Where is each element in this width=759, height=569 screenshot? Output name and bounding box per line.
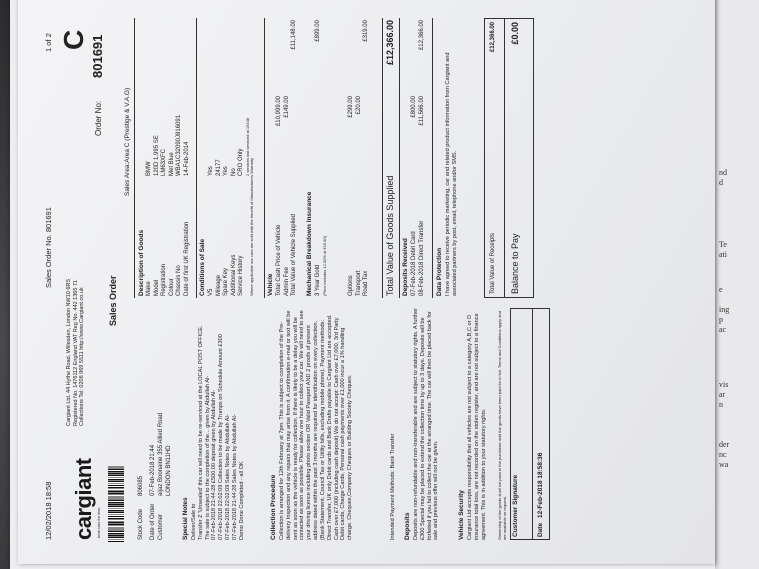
warranty-title: Mechanical Breakdown Insurance (306, 191, 313, 296)
note-line: 07-Feb-2018 21:44:28 Sales Notes by Abdullah Al- (231, 414, 238, 540)
intended-payment: Intended Payment Methods: Bank Transfer (390, 433, 396, 540)
total-goods-value: £12,366.00 (385, 20, 395, 66)
conditions-row: Additional Keys No (230, 168, 237, 296)
receipts-label: Total Value of Receipts (490, 233, 496, 294)
cargiant-logo: cargiant (71, 458, 96, 540)
print-timestamp: 12/02/2018 18:58 (44, 481, 53, 540)
signature-date-value: 12-Feb-2018 18:58:36 (537, 452, 544, 518)
balance-label: Balance to Pay (510, 233, 520, 294)
collection-text: Collection is arranged for 12th February at 7pm. This is subject to completion of the Pre-delivery Inspection and any repairs that may arise from it. A confirmation e-mail or text will be sent as soon as the vehicle is ready for collection. If there is likely to be a delay you will be contacted as soon as possible. Please allow one hour to collect your car. We will need to see your driving licence including photo section OR Valid Passport AND 2 proofs of present address dated within the past 3 months are required for identification on every collection. (Bank Statement, Council Tax or Utility bills, excluding mobile phone). Payment methods: Direct Transfer, UK only Debit cards and Bank Drafts payable to Cargiant Ltd are accepted. Cash over £7,000 (including cash deposit) We do not accept: Cash over £7,000, 3rd Party Debit cards, Charge Cards, Personal cash payments over £1,000 incur a 1% handling charge. Cheques,Company Cheques or Building Society Cheques. (279, 310, 354, 540)
edge-text: ar (719, 390, 726, 399)
deposit-row: 07-Feb-2018 Debit Card £800.00 (411, 96, 417, 296)
divider (382, 18, 383, 298)
area-code: C (58, 29, 89, 50)
total-goods-label: Total Value of Goods Supplied (385, 175, 395, 296)
goods-row: Make BMW (146, 161, 152, 296)
date-of-order-value: 07-Feb-2018 21:44 (150, 444, 156, 496)
balance-row (510, 22, 521, 294)
option-row: Transport £20.00 (355, 96, 362, 296)
edge-text: e (719, 285, 723, 294)
date-of-order-label: Date of Order (150, 503, 156, 540)
divider (264, 18, 265, 298)
goods-row: Chassis No WBA1C32090J816091 (176, 114, 182, 296)
underlying-page-edge (715, 0, 759, 569)
data-protection-text: I have agreed to receive periodic marketing, car and related product information from Cargiant and associated partners by post, email, telephone and/or SMS. (445, 52, 458, 296)
edge-text: ing (719, 305, 730, 314)
sales-order-paper (18, 0, 715, 564)
receipts-row (490, 22, 498, 294)
company-line: Collections Tel: 0208 969 5511 http://www.Cargiant.co.uk (79, 287, 86, 426)
option-row: Options £299.00 (348, 96, 354, 296)
conditions-table (208, 26, 255, 296)
vehicle-prices-title: Vehicle (267, 273, 274, 296)
goods-row: Registration LM63XFC (161, 148, 167, 296)
warranty-row: 3 Year Gold £899.00 (315, 20, 321, 296)
page-title: Sales Order No. 801691 (44, 207, 53, 288)
goods-row: Date of first UK Registration 14-Feb-2014 (183, 141, 190, 296)
stock-code-value: 806085 (138, 475, 144, 496)
note-line: 07-Feb-2018 22:02:09 Collection to be made by Trumps on Schedule Amount £300 (218, 334, 225, 540)
vehicle-security-title: Vehicle Security (458, 490, 465, 540)
note-line: The sale is subject to the completion of the... given by Abdullah Al- (204, 375, 211, 540)
price-row: Total Cash Price of Vehicle £10,999.00 (276, 96, 282, 296)
note-line: 07-Feb-2018 21:44:28 £500.00 deposit given by Abdullah Al- (211, 389, 218, 540)
page-number: 1 of 2 (44, 33, 53, 52)
conditions-row: V5 Yes (208, 166, 214, 296)
conditions-row: Service History CRO Only (238, 148, 244, 296)
collection-title: Collection Procedure (270, 474, 277, 540)
note-line: Deliver/Sale to (191, 503, 197, 540)
logo-tagline: best cars for less (96, 507, 101, 538)
deposit-row: 08-Feb-2018 Direct Transfer £11,566.00 £12,366.00 (418, 20, 425, 296)
conditions-row: Spare Key Yes (223, 166, 229, 296)
edge-text: p (719, 315, 723, 324)
note-line: Transfer Z 'Unsealed' this car will need to be re-serviced at the LOCAL POST OFFICE. (197, 325, 204, 540)
total-goods-row (385, 20, 396, 296)
note-line: Demo Done Completed - all OK (238, 461, 245, 540)
company-line: Registered No. 1476112 England VAT Reg No. 442 1365 71 (72, 279, 79, 426)
order-number: 801691 (90, 34, 105, 78)
deposits-received-table (411, 20, 426, 296)
barcode (108, 466, 124, 542)
divider (504, 18, 505, 298)
data-protection-title: Data Protection (436, 247, 443, 296)
goods-row: Model 120D 1.995 SE (153, 135, 160, 296)
warranty-note: Where applicable our cars are sold with the benefit of Manufacturers Warranty (249, 157, 255, 296)
balance-value: £0.00 (510, 22, 520, 45)
company-line: Cargiant Ltd. 44 Hythe Road, Willesden, London NW10 6RS (66, 278, 72, 426)
company-details (66, 196, 86, 426)
edge-text: nd (719, 168, 727, 177)
stock-code-label: Stock Code (138, 508, 144, 540)
goods-row: Colour Met Blue (168, 152, 175, 296)
option-row: Road Tax £319.00 (363, 20, 369, 296)
edge-text: vis (719, 380, 729, 389)
goods-table (146, 26, 191, 296)
edge-text: d (719, 178, 723, 187)
signature-date-label: Date (537, 522, 544, 537)
service-note: 2 services last serviced at 19108 (244, 117, 250, 176)
warranty-table (315, 20, 327, 296)
ownership-fine-print: Ownership of the goods shall not pass to the purchaser until the goods have been paid for in full. Terms and Conditions apply and are available on request. (497, 311, 507, 540)
conditions-title: Conditions of Sale (199, 238, 206, 296)
price-row: Total Value of Vehicle Supplied £11,148.00 (291, 20, 297, 296)
edge-text: wa (719, 460, 729, 469)
warranty-price-note: (Price includes 12.00% of £19.80) (321, 235, 327, 296)
divider (399, 18, 400, 298)
customer-line: aijaz Boonaine 355 Allied Road (158, 412, 164, 496)
order-number-label: Order No: (94, 100, 103, 136)
customer-signature-label: Customer Signature (512, 474, 519, 537)
divider (196, 18, 197, 298)
deposits-text: Deposits are non-refundable and non-transferable and are subject to statutory rights. A further £300 Special may be placed to extend the collection time by up to 3 days. Deposits will be forfeited if you fail to collect the car at the arranged time. The car will then be placed back for sale and previous offer will not be given. (413, 308, 440, 540)
divider (532, 308, 533, 540)
special-notes (191, 310, 246, 540)
deposits-title: Deposits (404, 512, 411, 540)
vehicle-security-text: Cargiant Ltd accepts responsibility that all vehicles are not subject to a category A,B,C or D insurance total loss, are not recorded on the stolen register, and are not subject to a finance agreement. This is in addition to your statutory rights. (467, 313, 487, 540)
divider (432, 18, 433, 298)
divider (134, 18, 135, 298)
receipts-value: £12,366.00 (490, 22, 496, 53)
special-notes-title: Special Notes (182, 497, 189, 540)
vehicle-prices-table (276, 20, 299, 296)
customer-label: Customer (158, 513, 164, 540)
edge-text: nc (719, 450, 727, 459)
goods-title: Description of Goods (138, 229, 145, 296)
deposits-received-title: Deposits Received (402, 238, 409, 296)
sales-order-document (38, 12, 715, 548)
edge-text: ac (719, 325, 727, 334)
price-row: Admin Fee £149.00 (283, 96, 290, 296)
conditions-row: Mileage 24177 (215, 159, 222, 296)
edge-text: der (719, 440, 730, 449)
sales-area: Sales Area:Area C (Prestige & V.A.G) (124, 87, 131, 196)
note-line: 07-Feb-2018 22:02:09 Sales Notes by Abdullah Al- (225, 414, 232, 540)
options-table (348, 20, 371, 296)
doc-title: Sales Order (108, 275, 118, 326)
customer-line: LONDON BN11HD (166, 445, 172, 496)
edge-text: Te (719, 240, 727, 249)
edge-text: ati (719, 250, 727, 259)
edge-text: n (719, 400, 723, 409)
